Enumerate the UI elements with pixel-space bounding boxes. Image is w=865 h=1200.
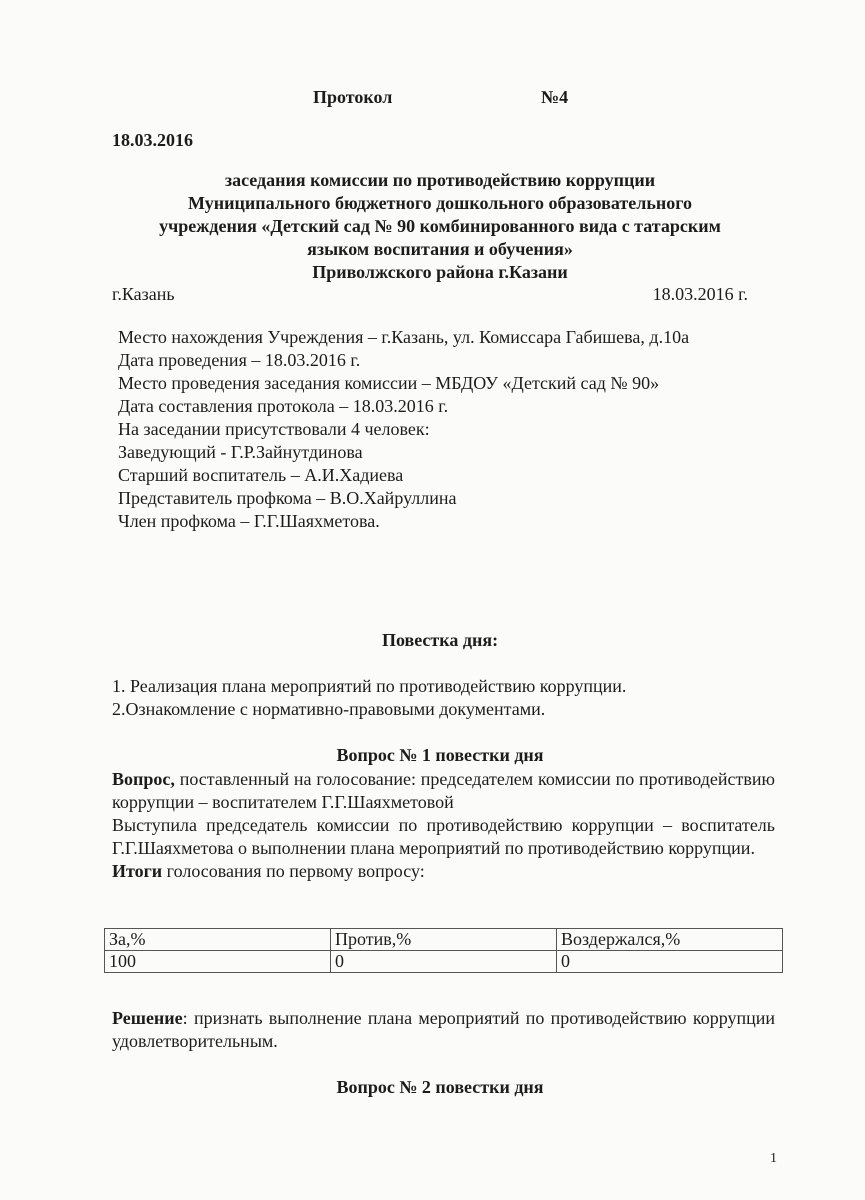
question2-title: Вопрос № 2 повестки дня [336,1077,544,1097]
table-row [105,951,783,973]
info-line: Заведующий - Г.Р.Зайнутдинова [118,442,363,462]
info-line: Место нахождения Учреждения – г.Казань, ул. Комиссара Габишева, д.10а [118,327,690,347]
info-line: Дата составления протокола – 18.03.2016 г. [118,396,449,416]
value-cell-abstained: 0 [557,951,783,973]
date-right: 18.03.2016 г. [652,284,748,304]
info-line: Представитель профкома – В.О.Хайруллина [118,488,457,508]
results-text: голосования по первому вопросу: [162,861,425,881]
decision-text: : признать выполнение плана мероприятий по противодействию коррупции удовлетворительным. [112,1008,775,1051]
page-number: 1 [770,1151,777,1166]
city: г.Казань [112,284,175,304]
agenda-item: 2.Ознакомление с нормативно-правовыми документами. [112,699,546,719]
subtitle-line: учреждения «Детский сад № 90 комбинированного вида с татарским [159,216,721,236]
results-label: Итоги [112,861,163,881]
question1-body [112,768,775,883]
question1-title: Вопрос № 1 повестки дня [336,745,544,765]
agenda-item: 1. Реализация плана мероприятий по противодействию коррупции. [112,676,627,696]
question-text: поставленный на голосование: председателем комиссии по противодействию коррупции – воспитателем Г.Г.Шаяхметовой [112,769,775,812]
protocol-date: 18.03.2016 [112,130,193,150]
header-cell-for: За,% [105,929,331,951]
value-cell-against: 0 [331,951,557,973]
voting-results-table [104,928,783,973]
subtitle-line: языком воспитания и обучения» [307,239,573,259]
question-label: Вопрос, [112,769,175,789]
info-line: На заседании присутствовали 4 человек: [118,419,430,439]
info-line: Старший воспитатель – А.И.Хадиева [118,465,404,485]
info-line: Место проведения заседания комиссии – МБДОУ «Детский сад № 90» [118,373,660,393]
header-cell-abstained: Воздержался,% [557,929,783,951]
protocol-title: Протокол [313,87,393,107]
subtitle-line: Муниципального бюджетного дошкольного образовательного [188,193,692,213]
value-cell-for: 100 [105,951,331,973]
protocol-number: №4 [541,87,569,107]
subtitle-line: Приволжского района г.Казани [312,262,568,282]
subtitle-line: заседания комиссии по противодействию коррупции [224,170,656,190]
header-cell-against: Против,% [331,929,557,951]
info-line: Дата проведения – 18.03.2016 г. [118,350,361,370]
speech-text: Выступила председатель комиссии по противодействию коррупции – воспитатель Г.Г.Шаяхметова о выполнении плана мероприятий по противодействию коррупции. [112,815,775,858]
decision [112,1007,775,1053]
table-header-row [105,929,783,951]
decision-label: Решение [112,1008,183,1028]
info-line: Член профкома – Г.Г.Шаяхметова. [118,511,380,531]
agenda-title: Повестка дня: [381,630,499,650]
